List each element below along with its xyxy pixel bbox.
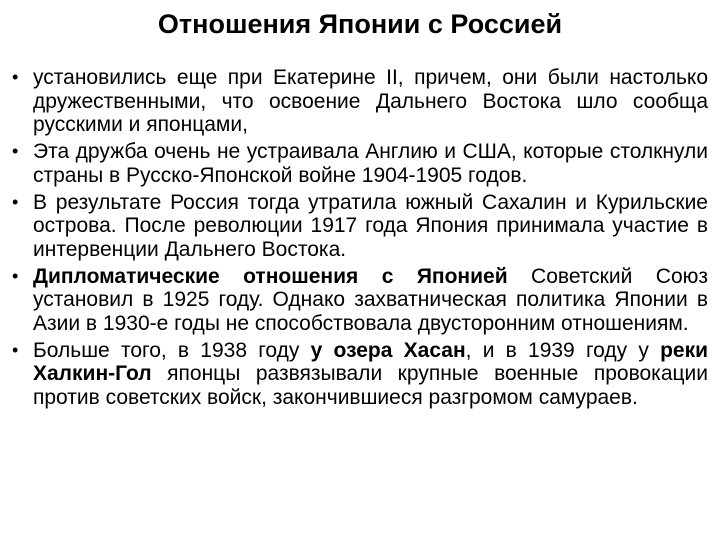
bullet-text-part-1: Больше того, в 1938 году: [33, 338, 311, 362]
bullet-item-3: [12, 191, 708, 262]
bullet-text: установились еще при Екатерине II, причем, они были настолько дружественными, что освоение Дальнего Востока шло сообща русскими и японцами,: [33, 66, 708, 136]
bullet-icon: •: [12, 265, 19, 286]
bullet-text: В результате Россия тогда утратила южный Сахалин и Курильские острова. После революции 1917 года Япония принимала участие в интервенции Дальнего Востока.: [33, 190, 708, 261]
bullet-text: Советский Союз установил в 1925 году. Однако захватническая политика Японии в Азии в 1930-е годы не способствовала двусторонним отношениям.: [33, 264, 708, 335]
bullet-icon: •: [12, 191, 19, 212]
bullet-bold-khalkhin-gol: реки Халкин-Гол: [33, 338, 708, 385]
slide-title: Отношения Японии с Россией: [157, 9, 563, 39]
bullet-text: Эта дружба очень не устраивала Англию и США, которые столкнули страны в Русско-Японской войне 1904-1905 годов.: [33, 140, 708, 187]
bullet-text-part-2: , и в 1939 году у: [465, 338, 661, 362]
bullet-bold-lake-khasan: у озера Хасан: [310, 338, 466, 362]
bullet-icon: •: [12, 339, 19, 360]
bullet-item-1: [12, 66, 708, 137]
bullet-bold-lead: Дипломатические отношения с Японией: [33, 264, 508, 288]
bullet-item-2: [12, 140, 708, 187]
bullet-icon: •: [12, 141, 19, 161]
bullet-item-5: [12, 339, 708, 410]
bullet-icon: •: [12, 67, 19, 87]
bullet-list: [12, 66, 708, 413]
bullet-text-part-3: японцы развязывали крупные военные провокации против советских войск, закончившиеся разгромом самураев.: [33, 362, 708, 409]
bullet-item-4: [12, 265, 708, 336]
